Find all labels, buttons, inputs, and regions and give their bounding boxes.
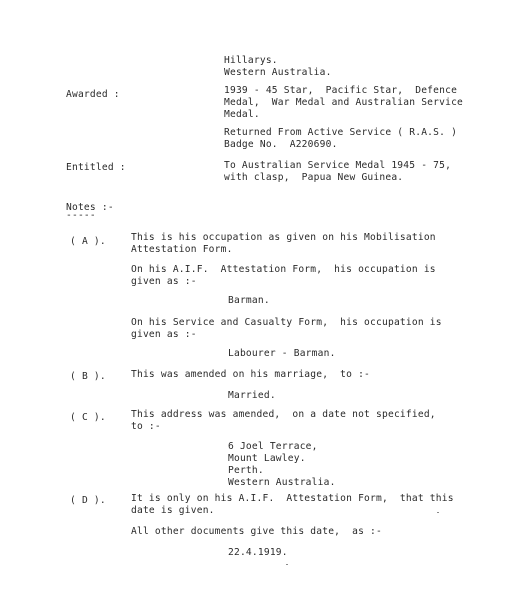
awarded-line-1: 1939 - 45 Star, Pacific Star, Defence: [224, 85, 458, 96]
ras-line-2: Badge No. A220690.: [224, 139, 338, 150]
entitled-line-2: with clasp, Papua New Guinea.: [224, 172, 404, 183]
ras-line-1: Returned From Active Service ( R.A.S. ): [224, 127, 458, 138]
note-d-line-1: It is only on his A.I.F. Attestation Form, that this: [131, 493, 454, 504]
note-c-address-line-4: Western Australia.: [228, 477, 336, 488]
note-a-service-line-1: On his Service and Casualty Form, his occupation is: [131, 317, 442, 328]
awarded-line-3: Medal.: [224, 109, 260, 120]
stray-mark: [437, 512, 439, 513]
stray-mark: [286, 564, 288, 565]
notes-underline: -----: [66, 210, 96, 221]
note-c-address-line-3: Perth.: [228, 465, 264, 476]
note-a-marker: ( A ).: [70, 236, 106, 247]
note-a-line-1: This is his occupation as given on his Mobilisation: [131, 232, 436, 243]
address-line-1: Hillarys.: [224, 55, 278, 66]
entitled-label: Entitled :: [66, 162, 126, 173]
note-a-aif-line-1: On his A.I.F. Attestation Form, his occupation is: [131, 264, 436, 275]
note-c-marker: ( C ).: [70, 412, 106, 423]
note-a-service-line-2: given as :-: [131, 329, 197, 340]
entitled-line-1: To Australian Service Medal 1945 - 75,: [224, 160, 452, 171]
note-a-service-value: Labourer - Barman.: [228, 348, 336, 359]
note-a-aif-value: Barman.: [228, 295, 270, 306]
note-b-line: This was amended on his marriage, to :-: [131, 369, 371, 380]
note-d-date: 22.4.1919.: [228, 547, 288, 558]
note-c-line-2: to :-: [131, 421, 161, 432]
note-c-address-line-2: Mount Lawley.: [228, 453, 306, 464]
note-c-address-line-1: 6 Joel Terrace,: [228, 441, 318, 452]
note-d-line-2: date is given.: [131, 505, 215, 516]
notes-heading: Notes :-: [66, 202, 114, 213]
address-line-2: Western Australia.: [224, 67, 332, 78]
note-c-line-1: This address was amended, on a date not specified,: [131, 409, 436, 420]
note-d-other-line: All other documents give this date, as :-: [131, 526, 382, 537]
awarded-line-2: Medal, War Medal and Australian Service: [224, 97, 464, 108]
note-a-line-2: Attestation Form.: [131, 244, 233, 255]
awarded-label: Awarded :: [66, 89, 120, 100]
note-b-marker: ( B ).: [70, 371, 106, 382]
note-a-aif-line-2: given as :-: [131, 276, 197, 287]
note-b-value: Married.: [228, 390, 276, 401]
note-d-marker: ( D ).: [70, 495, 106, 506]
